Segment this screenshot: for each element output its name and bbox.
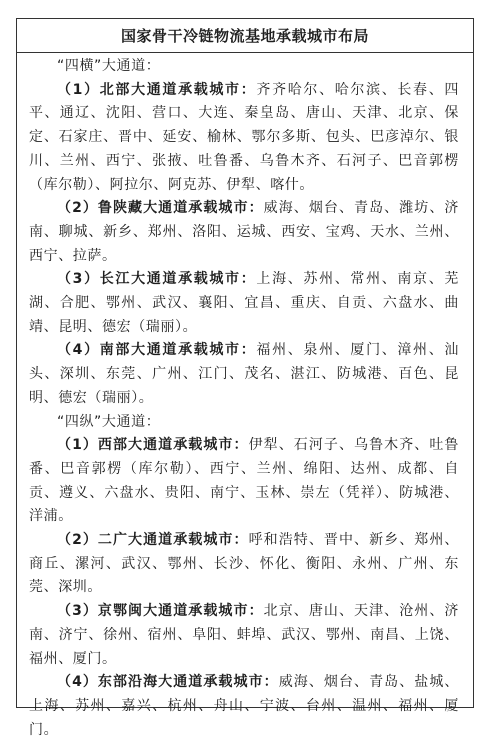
corridor-cities: 齐齐哈尔、哈尔滨、长春、四平、通辽、沈阳、营口、大连、秦皇岛、唐山、天津、北京、保定、石家庄、晋中、延安、榆林、鄂尔多斯、包头、巴彦淖尔、银川、兰州、西宁、张掖、吐鲁番、乌鲁木齐、石河子、巴音郭楞（库尔勒）、阿拉尔、阿克苏、伊犁、喀什。 — [29, 81, 459, 193]
corridor-lead: （2）鲁陕藏大通道承载城市： — [57, 200, 264, 217]
corridor-cities: 上海、苏州、常州、南京、芜湖、合肥、鄂州、武汉、襄阳、宜昌、重庆、自贡、六盘水、曲靖、昆明、德宏（瑞丽）。 — [29, 271, 459, 335]
corridor-lead: （4）南部大通道承载城市： — [57, 342, 257, 359]
corridor-yangtze — [29, 268, 459, 339]
corridor-cities: 呼和浩特、晋中、新乡、郑州、商丘、漯河、武汉、鄂州、长沙、怀化、衡阳、永州、广州、东莞、深圳。 — [29, 532, 460, 596]
city-layout-table — [16, 18, 474, 738]
table-content — [17, 53, 473, 742]
corridor-lead: （1）西部大通道承载城市： — [57, 437, 249, 454]
corridor-cities: 威海、烟台、青岛、盐城、上海、苏州、嘉兴、杭州、舟山、宁波、台州、温州、福州、厦门。 — [29, 674, 459, 738]
corridor-lead: （4）东部沿海大通道承载城市： — [57, 674, 279, 691]
corridor-north — [29, 79, 459, 198]
corridor-cities: 福州、泉州、厦门、漳州、汕头、深圳、东莞、广州、江门、茂名、湛江、防城港、百色、昆明、德宏（瑞丽）。 — [29, 342, 459, 406]
corridor-lead: （2）二广大通道承载城市： — [57, 532, 249, 549]
corridor-west — [29, 434, 459, 529]
group-heading-four-vertical: “四纵”大通道： — [57, 413, 161, 430]
corridor-cities: 北京、唐山、天津、沧州、济南、济宁、徐州、宿州、阜阳、蚌埠、武汉、鄂州、南昌、上饶、福州、厦门。 — [29, 603, 459, 667]
corridor-cities: 威海、烟台、青岛、潍坊、济南、聊城、新乡、郑州、洛阳、运城、西安、宝鸡、天水、兰州、西宁、拉萨。 — [29, 200, 459, 264]
group-heading-four-horizontal: “四横”大通道： — [57, 58, 161, 74]
corridor-south — [29, 339, 459, 410]
table-title: 国家骨干冷链物流基地承载城市布局 — [17, 19, 473, 53]
corridor-lead: （3）长江大通道承载城市： — [57, 271, 257, 288]
corridor-lead: （3）京鄂闽大通道承载城市： — [57, 603, 264, 620]
corridor-lead: （1）北部大通道承载城市： — [57, 81, 257, 98]
corridor-cities: 伊犁、石河子、乌鲁木齐、吐鲁番、巴音郭楞（库尔勒）、西宁、兰州、绵阳、达州、成都、自贡、遵义、六盘水、贵阳、南宁、玉林、崇左（凭祥）、防城港、洋浦。 — [29, 437, 460, 525]
corridor-east-coast — [29, 671, 459, 742]
corridor-jing-e-min — [29, 600, 459, 671]
corridor-er-guang — [29, 529, 459, 600]
corridor-lu-shaan-zang — [29, 197, 459, 268]
